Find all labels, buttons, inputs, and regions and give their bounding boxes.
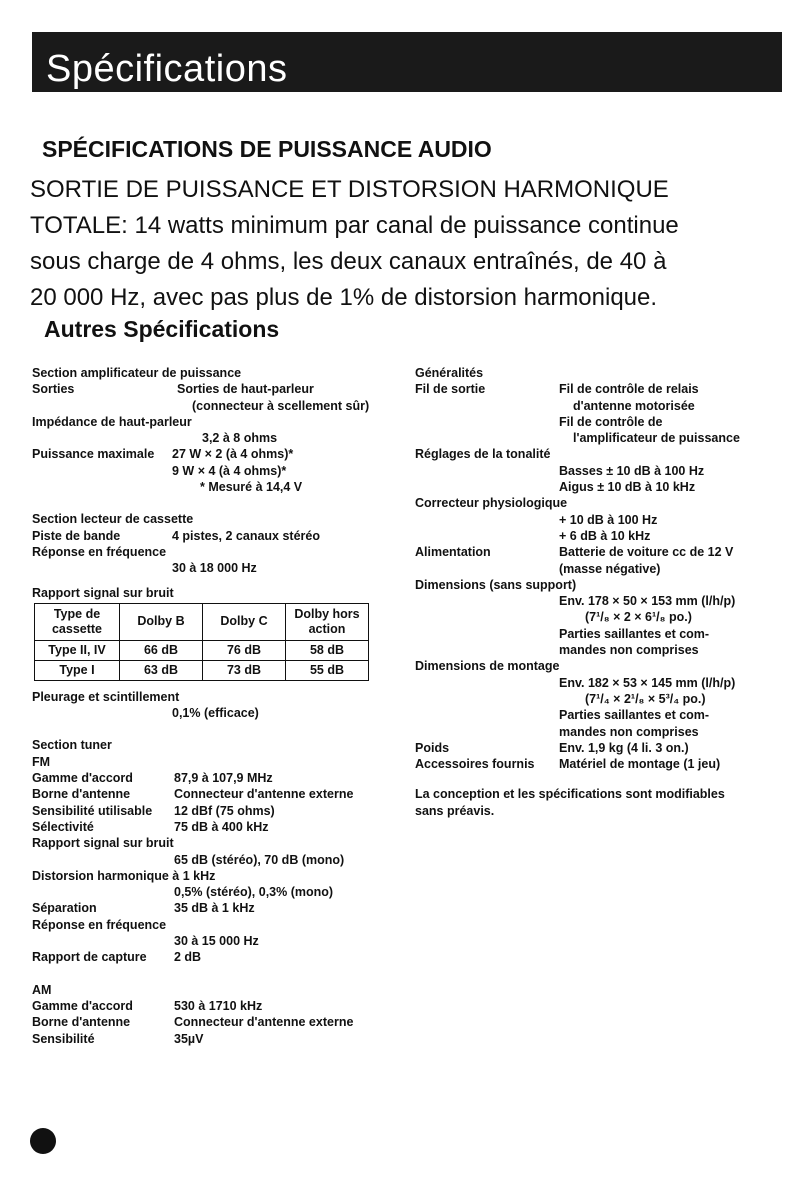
spec-value: Matériel de montage (1 jeu) — [559, 757, 721, 772]
disclaimer-note — [415, 786, 775, 819]
spec-value: Aigus ± 10 dB à 10 kHz — [559, 480, 696, 495]
spec-key: Réponse en fréquence — [32, 917, 167, 932]
spec-key: Puissance maximale — [32, 447, 155, 462]
table-header: Dolby C — [203, 603, 286, 640]
dolby-snr-table — [34, 603, 369, 681]
spec-key: Séparation — [32, 901, 97, 916]
spec-value: Connecteur d'antenne externe — [174, 787, 354, 802]
spec-value: (7¹/₈ × 2 × 6¹/₈ po.) — [585, 610, 692, 625]
title-banner — [32, 32, 782, 92]
general-section-title: Généralités — [415, 366, 484, 380]
spec-key: Sélectivité — [32, 819, 94, 834]
spec-key: Accessoires fournis — [415, 757, 535, 772]
spec-key: Rapport signal sur bruit — [32, 836, 174, 851]
spec-value: d'antenne motorisée — [573, 398, 695, 413]
spec-row — [32, 1014, 402, 1030]
spec-value: (connecteur à scellement sûr) — [192, 398, 370, 413]
spec-value: Env. 182 × 53 × 145 mm (l/h/p) — [559, 675, 736, 690]
spec-row — [32, 819, 402, 835]
spec-value: 30 à 15 000 Hz — [174, 934, 259, 949]
spec-row — [415, 740, 775, 756]
left-spec-column — [32, 365, 402, 1047]
spec-value: 65 dB (stéréo), 70 dB (mono) — [174, 852, 345, 867]
spec-value: 530 à 1710 kHz — [174, 998, 263, 1013]
table-header: Type de cassette — [35, 603, 120, 640]
statement-line: SORTIE DE PUISSANCE ET DISTORSION HARMONIQUE — [30, 176, 669, 203]
statement-line: sous charge de 4 ohms, les deux canaux entraînés, de 40 à — [30, 248, 667, 275]
table-cell: 58 dB — [286, 640, 369, 660]
spec-key: Borne d'antenne — [32, 1015, 131, 1030]
spec-key: Distorsion harmonique à 1 kHz — [32, 868, 216, 883]
spec-value: Parties saillantes et com- — [559, 708, 710, 723]
spec-value: Env. 178 × 50 × 153 mm (l/h/p) — [559, 594, 736, 609]
spec-key: Réglages de la tonalité — [415, 447, 551, 462]
spec-row — [415, 544, 775, 560]
spec-row — [32, 381, 402, 397]
spec-value: 87,9 à 107,9 MHz — [174, 771, 273, 786]
spec-row — [32, 786, 402, 802]
table-header: Dolby hors action — [286, 603, 369, 640]
spec-row — [32, 998, 402, 1014]
spec-row — [32, 446, 402, 462]
table-row — [35, 640, 369, 660]
amp-section-title: Section amplificateur de puissance — [32, 366, 242, 380]
page-title: Spécifications — [46, 48, 288, 90]
spec-value: (7¹/₄ × 2¹/₈ × 5³/₄ po.) — [585, 691, 706, 706]
spec-value: Batterie de voiture cc de 12 V — [559, 545, 734, 560]
table-cell: 66 dB — [120, 640, 203, 660]
spec-value: 30 à 18 000 Hz — [172, 561, 257, 576]
table-cell: 63 dB — [120, 660, 203, 680]
spec-key: Dimensions de montage — [415, 659, 560, 674]
spec-key: Gamme d'accord — [32, 998, 133, 1013]
table-cell: 73 dB — [203, 660, 286, 680]
spec-row — [32, 1031, 402, 1047]
spec-value: 0,1% (efficace) — [172, 706, 259, 721]
spec-value: 9 W × 4 (à 4 ohms)* — [172, 463, 287, 478]
spec-key: Correcteur physiologique — [415, 496, 568, 511]
table-row — [35, 660, 369, 680]
spec-row — [415, 756, 775, 772]
table-cell: 55 dB — [286, 660, 369, 680]
spec-value: * Mesuré à 14,4 V — [200, 480, 303, 495]
audio-spec-heading: SPÉCIFICATIONS DE PUISSANCE AUDIO — [42, 136, 492, 162]
spec-key: Poids — [415, 740, 450, 755]
spec-key: Impédance de haut-parleur — [32, 414, 192, 429]
spec-value: 0,5% (stéréo), 0,3% (mono) — [174, 885, 334, 900]
spec-key: Fil de sortie — [415, 382, 486, 397]
am-label: AM — [32, 982, 52, 997]
statement-line: TOTALE: 14 watts minimum par canal de puissance continue — [30, 212, 679, 239]
note-line: La conception et les spécifications sont modifiables — [415, 787, 725, 802]
spec-key: Gamme d'accord — [32, 771, 133, 786]
spec-value: 12 dBf (75 ohms) — [174, 803, 275, 818]
spec-row — [415, 381, 775, 397]
table-header-row — [35, 603, 369, 640]
spec-value: mandes non comprises — [559, 643, 699, 658]
spec-row — [32, 770, 402, 786]
spec-value: mandes non comprises — [559, 724, 699, 739]
spec-key: Réponse en fréquence — [32, 544, 167, 559]
spec-value: 75 dB à 400 kHz — [174, 819, 269, 834]
audio-spec-statement — [30, 172, 770, 316]
spec-value: Fil de contrôle de — [559, 414, 663, 429]
spec-value: Env. 1,9 kg (4 li. 3 on.) — [559, 740, 689, 755]
spec-value: Parties saillantes et com- — [559, 626, 710, 641]
statement-line: 20 000 Hz, avec pas plus de 1% de distorsion harmonique. — [30, 284, 658, 311]
spec-value: Fil de contrôle de relais — [559, 382, 699, 397]
spec-value: 3,2 à 8 ohms — [202, 431, 278, 446]
spec-value: l'amplificateur de puissance — [573, 431, 740, 446]
spec-value: 35µV — [174, 1031, 204, 1046]
tuner-section-title: Section tuner — [32, 738, 112, 753]
table-cell: 76 dB — [203, 640, 286, 660]
table-header: Dolby B — [120, 603, 203, 640]
spec-key: Dimensions (sans support) — [415, 577, 577, 592]
spec-value: Basses ± 10 dB à 100 Hz — [559, 463, 705, 478]
spec-row — [32, 949, 402, 965]
spec-key: Rapport de capture — [32, 950, 147, 965]
spec-value: 2 dB — [174, 950, 202, 965]
page-marker-dot — [30, 1128, 56, 1154]
spec-value: Connecteur d'antenne externe — [174, 1015, 354, 1030]
spec-key: Borne d'antenne — [32, 787, 131, 802]
spec-row — [32, 803, 402, 819]
note-line: sans préavis. — [415, 803, 495, 818]
table-cell: Type II, IV — [35, 640, 120, 660]
spec-key: Sorties — [32, 382, 75, 397]
spec-value: 35 dB à 1 kHz — [174, 901, 255, 916]
spec-key: Alimentation — [415, 545, 491, 560]
spec-value: + 10 dB à 100 Hz — [559, 512, 658, 527]
spec-key: Sensibilité utilisable — [32, 803, 153, 818]
other-spec-heading: Autres Spécifications — [44, 316, 280, 342]
spec-value: 4 pistes, 2 canaux stéréo — [172, 528, 320, 543]
spec-value: (masse négative) — [559, 561, 661, 576]
spec-value: Sorties de haut-parleur — [177, 382, 314, 397]
spec-key: Sensibilité — [32, 1031, 95, 1046]
spec-row — [32, 900, 402, 916]
spec-value: 27 W × 2 (à 4 ohms)* — [172, 447, 294, 462]
spec-key: Pleurage et scintillement — [32, 689, 180, 704]
spec-row — [32, 528, 402, 544]
spec-key: Piste de bande — [32, 528, 121, 543]
fm-label: FM — [32, 754, 51, 769]
table-cell: Type I — [35, 660, 120, 680]
right-spec-column — [415, 365, 775, 819]
spec-value: + 6 dB à 10 kHz — [559, 528, 651, 543]
cassette-section-title: Section lecteur de cassette — [32, 512, 194, 527]
spec-key: Rapport signal sur bruit — [32, 585, 174, 600]
